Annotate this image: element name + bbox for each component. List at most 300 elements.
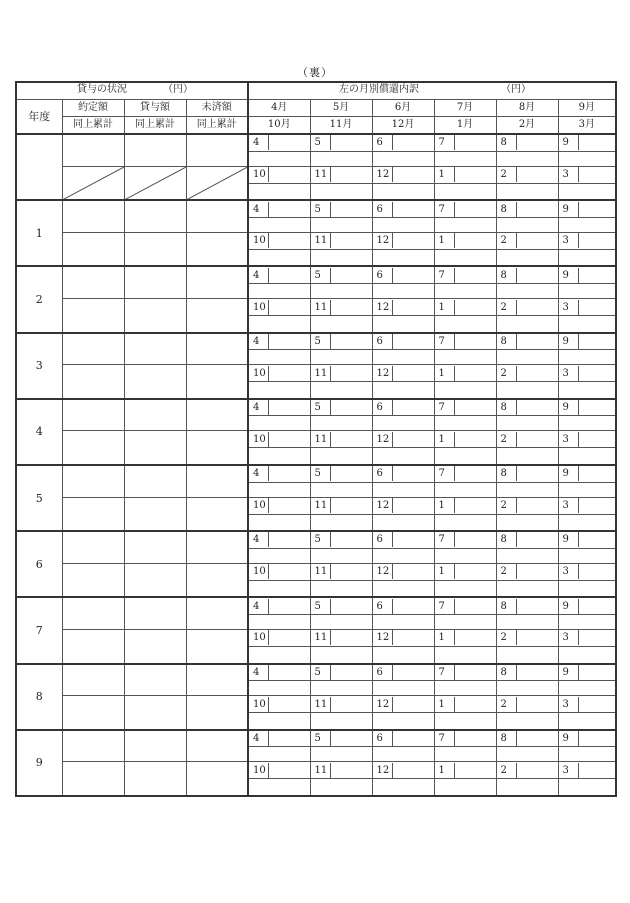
repayment-cell[interactable] xyxy=(310,681,372,696)
repayment-cell[interactable] xyxy=(248,249,310,266)
repayment-cell[interactable] xyxy=(372,416,434,431)
loan-amount-cell[interactable] xyxy=(124,333,186,365)
repayment-cell[interactable] xyxy=(248,166,310,183)
repayment-cell[interactable] xyxy=(558,531,616,548)
repayment-cell[interactable] xyxy=(434,548,496,563)
repayment-cell[interactable] xyxy=(434,217,496,232)
contract-amount-cell[interactable] xyxy=(62,597,124,629)
repayment-cell[interactable] xyxy=(434,681,496,696)
repayment-cell[interactable] xyxy=(372,664,434,681)
repayment-cell[interactable] xyxy=(434,514,496,531)
repayment-cell[interactable] xyxy=(372,365,434,382)
repayment-cell[interactable] xyxy=(310,382,372,399)
contract-amount-cell[interactable] xyxy=(62,465,124,497)
repayment-cell[interactable] xyxy=(496,431,558,448)
repayment-cell[interactable] xyxy=(558,713,616,730)
loan-amount-cell[interactable] xyxy=(124,696,186,730)
repayment-cell[interactable] xyxy=(310,299,372,316)
loan-amount-cell[interactable] xyxy=(124,531,186,563)
repayment-cell[interactable] xyxy=(310,448,372,465)
repayment-cell[interactable] xyxy=(310,580,372,597)
repayment-cell[interactable] xyxy=(372,597,434,614)
repayment-cell[interactable] xyxy=(496,183,558,200)
repayment-cell[interactable] xyxy=(434,134,496,151)
repayment-cell[interactable] xyxy=(558,482,616,497)
repayment-cell[interactable] xyxy=(496,730,558,747)
repayment-cell[interactable] xyxy=(558,166,616,183)
repayment-cell[interactable] xyxy=(372,747,434,762)
repayment-cell[interactable] xyxy=(434,249,496,266)
repayment-cell[interactable] xyxy=(558,249,616,266)
repayment-cell[interactable] xyxy=(310,416,372,431)
repayment-cell[interactable] xyxy=(372,151,434,166)
repayment-cell[interactable] xyxy=(248,681,310,696)
loan-amount-cell[interactable] xyxy=(124,497,186,531)
repayment-cell[interactable] xyxy=(434,482,496,497)
repayment-cell[interactable] xyxy=(496,681,558,696)
repayment-cell[interactable] xyxy=(248,232,310,249)
repayment-cell[interactable] xyxy=(496,713,558,730)
outstanding-amount-cell[interactable] xyxy=(186,597,248,629)
outstanding-amount-cell[interactable] xyxy=(186,134,248,166)
repayment-cell[interactable] xyxy=(558,497,616,514)
repayment-cell[interactable] xyxy=(248,747,310,762)
repayment-cell[interactable] xyxy=(434,416,496,431)
repayment-cell[interactable] xyxy=(248,399,310,416)
contract-amount-cell[interactable] xyxy=(62,762,124,796)
repayment-cell[interactable] xyxy=(434,333,496,350)
repayment-cell[interactable] xyxy=(558,696,616,713)
repayment-cell[interactable] xyxy=(310,497,372,514)
repayment-cell[interactable] xyxy=(496,217,558,232)
repayment-cell[interactable] xyxy=(372,217,434,232)
repayment-cell[interactable] xyxy=(558,365,616,382)
outstanding-amount-cell[interactable] xyxy=(186,563,248,597)
repayment-cell[interactable] xyxy=(248,151,310,166)
contract-amount-cell[interactable] xyxy=(62,431,124,465)
outstanding-amount-cell[interactable] xyxy=(186,399,248,431)
repayment-cell[interactable] xyxy=(310,465,372,482)
repayment-cell[interactable] xyxy=(558,333,616,350)
repayment-cell[interactable] xyxy=(310,431,372,448)
repayment-cell[interactable] xyxy=(496,563,558,580)
repayment-cell[interactable] xyxy=(434,713,496,730)
repayment-cell[interactable] xyxy=(434,232,496,249)
repayment-cell[interactable] xyxy=(434,747,496,762)
repayment-cell[interactable] xyxy=(248,531,310,548)
repayment-cell[interactable] xyxy=(558,151,616,166)
repayment-cell[interactable] xyxy=(558,465,616,482)
repayment-cell[interactable] xyxy=(558,350,616,365)
repayment-cell[interactable] xyxy=(248,299,310,316)
repayment-cell[interactable] xyxy=(310,762,372,779)
repayment-cell[interactable] xyxy=(310,563,372,580)
repayment-cell[interactable] xyxy=(372,200,434,217)
repayment-cell[interactable] xyxy=(496,416,558,431)
repayment-cell[interactable] xyxy=(558,514,616,531)
repayment-cell[interactable] xyxy=(434,629,496,646)
repayment-cell[interactable] xyxy=(372,284,434,299)
repayment-cell[interactable] xyxy=(310,134,372,151)
repayment-cell[interactable] xyxy=(558,134,616,151)
repayment-cell[interactable] xyxy=(558,762,616,779)
contract-amount-cell[interactable] xyxy=(62,563,124,597)
repayment-cell[interactable] xyxy=(496,266,558,283)
repayment-cell[interactable] xyxy=(372,514,434,531)
repayment-cell[interactable] xyxy=(310,350,372,365)
repayment-cell[interactable] xyxy=(310,696,372,713)
repayment-cell[interactable] xyxy=(558,730,616,747)
repayment-cell[interactable] xyxy=(558,646,616,663)
repayment-cell[interactable] xyxy=(310,333,372,350)
repayment-cell[interactable] xyxy=(372,531,434,548)
loan-amount-cell[interactable] xyxy=(124,399,186,431)
repayment-cell[interactable] xyxy=(248,200,310,217)
loan-amount-cell[interactable] xyxy=(124,232,186,266)
outstanding-amount-cell[interactable] xyxy=(186,365,248,399)
repayment-cell[interactable] xyxy=(558,217,616,232)
outstanding-amount-cell[interactable] xyxy=(186,266,248,298)
repayment-cell[interactable] xyxy=(434,779,496,796)
repayment-cell[interactable] xyxy=(310,217,372,232)
repayment-cell[interactable] xyxy=(558,681,616,696)
repayment-cell[interactable] xyxy=(558,284,616,299)
repayment-cell[interactable] xyxy=(310,316,372,333)
repayment-cell[interactable] xyxy=(434,531,496,548)
repayment-cell[interactable] xyxy=(496,747,558,762)
repayment-cell[interactable] xyxy=(248,431,310,448)
repayment-cell[interactable] xyxy=(310,514,372,531)
loan-amount-cell[interactable] xyxy=(124,465,186,497)
loan-amount-cell[interactable] xyxy=(124,431,186,465)
repayment-cell[interactable] xyxy=(434,365,496,382)
repayment-cell[interactable] xyxy=(496,580,558,597)
repayment-cell[interactable] xyxy=(310,399,372,416)
repayment-cell[interactable] xyxy=(310,548,372,563)
outstanding-amount-cell[interactable] xyxy=(186,200,248,232)
repayment-cell[interactable] xyxy=(496,382,558,399)
repayment-cell[interactable] xyxy=(558,597,616,614)
repayment-cell[interactable] xyxy=(496,614,558,629)
repayment-cell[interactable] xyxy=(372,548,434,563)
repayment-cell[interactable] xyxy=(496,646,558,663)
loan-amount-cell[interactable] xyxy=(124,629,186,663)
contract-amount-cell[interactable] xyxy=(62,696,124,730)
loan-amount-cell[interactable] xyxy=(124,597,186,629)
repayment-cell[interactable] xyxy=(310,646,372,663)
repayment-cell[interactable] xyxy=(372,232,434,249)
repayment-cell[interactable] xyxy=(434,580,496,597)
repayment-cell[interactable] xyxy=(434,497,496,514)
repayment-cell[interactable] xyxy=(372,299,434,316)
contract-amount-cell[interactable] xyxy=(62,531,124,563)
repayment-cell[interactable] xyxy=(434,465,496,482)
repayment-cell[interactable] xyxy=(434,730,496,747)
outstanding-amount-cell[interactable] xyxy=(186,333,248,365)
repayment-cell[interactable] xyxy=(434,266,496,283)
repayment-cell[interactable] xyxy=(248,779,310,796)
repayment-cell[interactable] xyxy=(496,597,558,614)
repayment-cell[interactable] xyxy=(434,200,496,217)
repayment-cell[interactable] xyxy=(496,284,558,299)
repayment-cell[interactable] xyxy=(434,299,496,316)
repayment-cell[interactable] xyxy=(310,365,372,382)
contract-amount-cell[interactable] xyxy=(62,299,124,333)
repayment-cell[interactable] xyxy=(310,614,372,629)
repayment-cell[interactable] xyxy=(310,629,372,646)
repayment-cell[interactable] xyxy=(372,762,434,779)
repayment-cell[interactable] xyxy=(248,497,310,514)
repayment-cell[interactable] xyxy=(496,316,558,333)
repayment-cell[interactable] xyxy=(372,646,434,663)
repayment-cell[interactable] xyxy=(496,696,558,713)
repayment-cell[interactable] xyxy=(434,284,496,299)
contract-amount-cell[interactable] xyxy=(62,365,124,399)
repayment-cell[interactable] xyxy=(434,350,496,365)
loan-amount-cell[interactable] xyxy=(124,299,186,333)
repayment-cell[interactable] xyxy=(310,151,372,166)
repayment-cell[interactable] xyxy=(310,232,372,249)
repayment-cell[interactable] xyxy=(248,514,310,531)
repayment-cell[interactable] xyxy=(496,166,558,183)
repayment-cell[interactable] xyxy=(496,350,558,365)
contract-amount-cell[interactable] xyxy=(62,497,124,531)
repayment-cell[interactable] xyxy=(372,448,434,465)
loan-amount-cell[interactable] xyxy=(124,200,186,232)
repayment-cell[interactable] xyxy=(434,563,496,580)
outstanding-amount-cell[interactable] xyxy=(186,762,248,796)
repayment-cell[interactable] xyxy=(310,664,372,681)
outstanding-amount-cell[interactable] xyxy=(186,629,248,663)
repayment-cell[interactable] xyxy=(372,563,434,580)
repayment-cell[interactable] xyxy=(310,597,372,614)
repayment-cell[interactable] xyxy=(372,249,434,266)
repayment-cell[interactable] xyxy=(248,217,310,232)
repayment-cell[interactable] xyxy=(372,696,434,713)
loan-amount-cell[interactable] xyxy=(124,762,186,796)
repayment-cell[interactable] xyxy=(372,316,434,333)
repayment-cell[interactable] xyxy=(558,580,616,597)
repayment-cell[interactable] xyxy=(372,266,434,283)
repayment-cell[interactable] xyxy=(372,482,434,497)
repayment-cell[interactable] xyxy=(496,249,558,266)
repayment-cell[interactable] xyxy=(248,448,310,465)
repayment-cell[interactable] xyxy=(372,333,434,350)
loan-amount-cell[interactable] xyxy=(124,563,186,597)
repayment-cell[interactable] xyxy=(434,762,496,779)
repayment-cell[interactable] xyxy=(310,249,372,266)
repayment-cell[interactable] xyxy=(496,448,558,465)
repayment-cell[interactable] xyxy=(372,497,434,514)
repayment-cell[interactable] xyxy=(434,664,496,681)
repayment-cell[interactable] xyxy=(434,183,496,200)
repayment-cell[interactable] xyxy=(558,779,616,796)
repayment-cell[interactable] xyxy=(310,531,372,548)
repayment-cell[interactable] xyxy=(558,316,616,333)
repayment-cell[interactable] xyxy=(310,284,372,299)
repayment-cell[interactable] xyxy=(248,646,310,663)
repayment-cell[interactable] xyxy=(248,350,310,365)
repayment-cell[interactable] xyxy=(434,614,496,629)
repayment-cell[interactable] xyxy=(558,629,616,646)
repayment-cell[interactable] xyxy=(558,563,616,580)
repayment-cell[interactable] xyxy=(434,696,496,713)
contract-amount-cell[interactable] xyxy=(62,166,124,200)
repayment-cell[interactable] xyxy=(496,200,558,217)
repayment-cell[interactable] xyxy=(248,548,310,563)
repayment-cell[interactable] xyxy=(496,482,558,497)
repayment-cell[interactable] xyxy=(310,713,372,730)
repayment-cell[interactable] xyxy=(496,664,558,681)
repayment-cell[interactable] xyxy=(310,747,372,762)
repayment-cell[interactable] xyxy=(434,151,496,166)
repayment-cell[interactable] xyxy=(372,399,434,416)
repayment-cell[interactable] xyxy=(558,416,616,431)
repayment-cell[interactable] xyxy=(248,713,310,730)
repayment-cell[interactable] xyxy=(558,266,616,283)
outstanding-amount-cell[interactable] xyxy=(186,299,248,333)
repayment-cell[interactable] xyxy=(248,333,310,350)
repayment-cell[interactable] xyxy=(558,200,616,217)
repayment-cell[interactable] xyxy=(496,548,558,563)
repayment-cell[interactable] xyxy=(372,681,434,696)
repayment-cell[interactable] xyxy=(372,134,434,151)
repayment-cell[interactable] xyxy=(310,730,372,747)
outstanding-amount-cell[interactable] xyxy=(186,497,248,531)
outstanding-amount-cell[interactable] xyxy=(186,730,248,762)
repayment-cell[interactable] xyxy=(248,482,310,497)
outstanding-amount-cell[interactable] xyxy=(186,664,248,696)
contract-amount-cell[interactable] xyxy=(62,232,124,266)
outstanding-amount-cell[interactable] xyxy=(186,431,248,465)
repayment-cell[interactable] xyxy=(496,514,558,531)
repayment-cell[interactable] xyxy=(496,232,558,249)
repayment-cell[interactable] xyxy=(248,316,310,333)
loan-amount-cell[interactable] xyxy=(124,166,186,200)
contract-amount-cell[interactable] xyxy=(62,200,124,232)
repayment-cell[interactable] xyxy=(496,531,558,548)
repayment-cell[interactable] xyxy=(558,664,616,681)
contract-amount-cell[interactable] xyxy=(62,266,124,298)
repayment-cell[interactable] xyxy=(496,299,558,316)
repayment-cell[interactable] xyxy=(558,614,616,629)
repayment-cell[interactable] xyxy=(248,284,310,299)
repayment-cell[interactable] xyxy=(248,465,310,482)
loan-amount-cell[interactable] xyxy=(124,664,186,696)
repayment-cell[interactable] xyxy=(434,448,496,465)
repayment-cell[interactable] xyxy=(372,629,434,646)
repayment-cell[interactable] xyxy=(434,382,496,399)
outstanding-amount-cell[interactable] xyxy=(186,232,248,266)
repayment-cell[interactable] xyxy=(310,200,372,217)
repayment-cell[interactable] xyxy=(558,431,616,448)
repayment-cell[interactable] xyxy=(248,580,310,597)
contract-amount-cell[interactable] xyxy=(62,629,124,663)
repayment-cell[interactable] xyxy=(372,350,434,365)
repayment-cell[interactable] xyxy=(372,730,434,747)
repayment-cell[interactable] xyxy=(310,166,372,183)
repayment-cell[interactable] xyxy=(372,166,434,183)
repayment-cell[interactable] xyxy=(248,696,310,713)
outstanding-amount-cell[interactable] xyxy=(186,465,248,497)
loan-amount-cell[interactable] xyxy=(124,365,186,399)
repayment-cell[interactable] xyxy=(496,779,558,796)
repayment-cell[interactable] xyxy=(248,730,310,747)
outstanding-amount-cell[interactable] xyxy=(186,166,248,200)
repayment-cell[interactable] xyxy=(310,482,372,497)
loan-amount-cell[interactable] xyxy=(124,730,186,762)
repayment-cell[interactable] xyxy=(496,333,558,350)
loan-amount-cell[interactable] xyxy=(124,266,186,298)
repayment-cell[interactable] xyxy=(248,563,310,580)
repayment-cell[interactable] xyxy=(496,762,558,779)
repayment-cell[interactable] xyxy=(558,232,616,249)
repayment-cell[interactable] xyxy=(434,166,496,183)
outstanding-amount-cell[interactable] xyxy=(186,696,248,730)
repayment-cell[interactable] xyxy=(558,399,616,416)
repayment-cell[interactable] xyxy=(248,416,310,431)
repayment-cell[interactable] xyxy=(372,580,434,597)
repayment-cell[interactable] xyxy=(248,266,310,283)
contract-amount-cell[interactable] xyxy=(62,399,124,431)
repayment-cell[interactable] xyxy=(372,779,434,796)
repayment-cell[interactable] xyxy=(496,497,558,514)
repayment-cell[interactable] xyxy=(248,134,310,151)
outstanding-amount-cell[interactable] xyxy=(186,531,248,563)
repayment-cell[interactable] xyxy=(372,183,434,200)
repayment-cell[interactable] xyxy=(372,431,434,448)
repayment-cell[interactable] xyxy=(248,183,310,200)
repayment-cell[interactable] xyxy=(558,448,616,465)
repayment-cell[interactable] xyxy=(372,465,434,482)
repayment-cell[interactable] xyxy=(434,431,496,448)
repayment-cell[interactable] xyxy=(496,151,558,166)
repayment-cell[interactable] xyxy=(248,597,310,614)
repayment-cell[interactable] xyxy=(248,614,310,629)
repayment-cell[interactable] xyxy=(558,299,616,316)
repayment-cell[interactable] xyxy=(310,779,372,796)
contract-amount-cell[interactable] xyxy=(62,333,124,365)
repayment-cell[interactable] xyxy=(496,134,558,151)
repayment-cell[interactable] xyxy=(558,382,616,399)
repayment-cell[interactable] xyxy=(248,382,310,399)
repayment-cell[interactable] xyxy=(372,713,434,730)
repayment-cell[interactable] xyxy=(372,382,434,399)
repayment-cell[interactable] xyxy=(310,183,372,200)
contract-amount-cell[interactable] xyxy=(62,664,124,696)
repayment-cell[interactable] xyxy=(558,183,616,200)
repayment-cell[interactable] xyxy=(248,365,310,382)
repayment-cell[interactable] xyxy=(310,266,372,283)
repayment-cell[interactable] xyxy=(434,316,496,333)
repayment-cell[interactable] xyxy=(434,597,496,614)
repayment-cell[interactable] xyxy=(248,629,310,646)
repayment-cell[interactable] xyxy=(248,664,310,681)
repayment-cell[interactable] xyxy=(558,548,616,563)
repayment-cell[interactable] xyxy=(496,629,558,646)
contract-amount-cell[interactable] xyxy=(62,730,124,762)
repayment-cell[interactable] xyxy=(496,365,558,382)
repayment-cell[interactable] xyxy=(434,399,496,416)
repayment-cell[interactable] xyxy=(496,399,558,416)
repayment-cell[interactable] xyxy=(558,747,616,762)
repayment-cell[interactable] xyxy=(248,762,310,779)
repayment-cell[interactable] xyxy=(372,614,434,629)
repayment-cell[interactable] xyxy=(496,465,558,482)
repayment-cell[interactable] xyxy=(434,646,496,663)
contract-amount-cell[interactable] xyxy=(62,134,124,166)
loan-amount-cell[interactable] xyxy=(124,134,186,166)
